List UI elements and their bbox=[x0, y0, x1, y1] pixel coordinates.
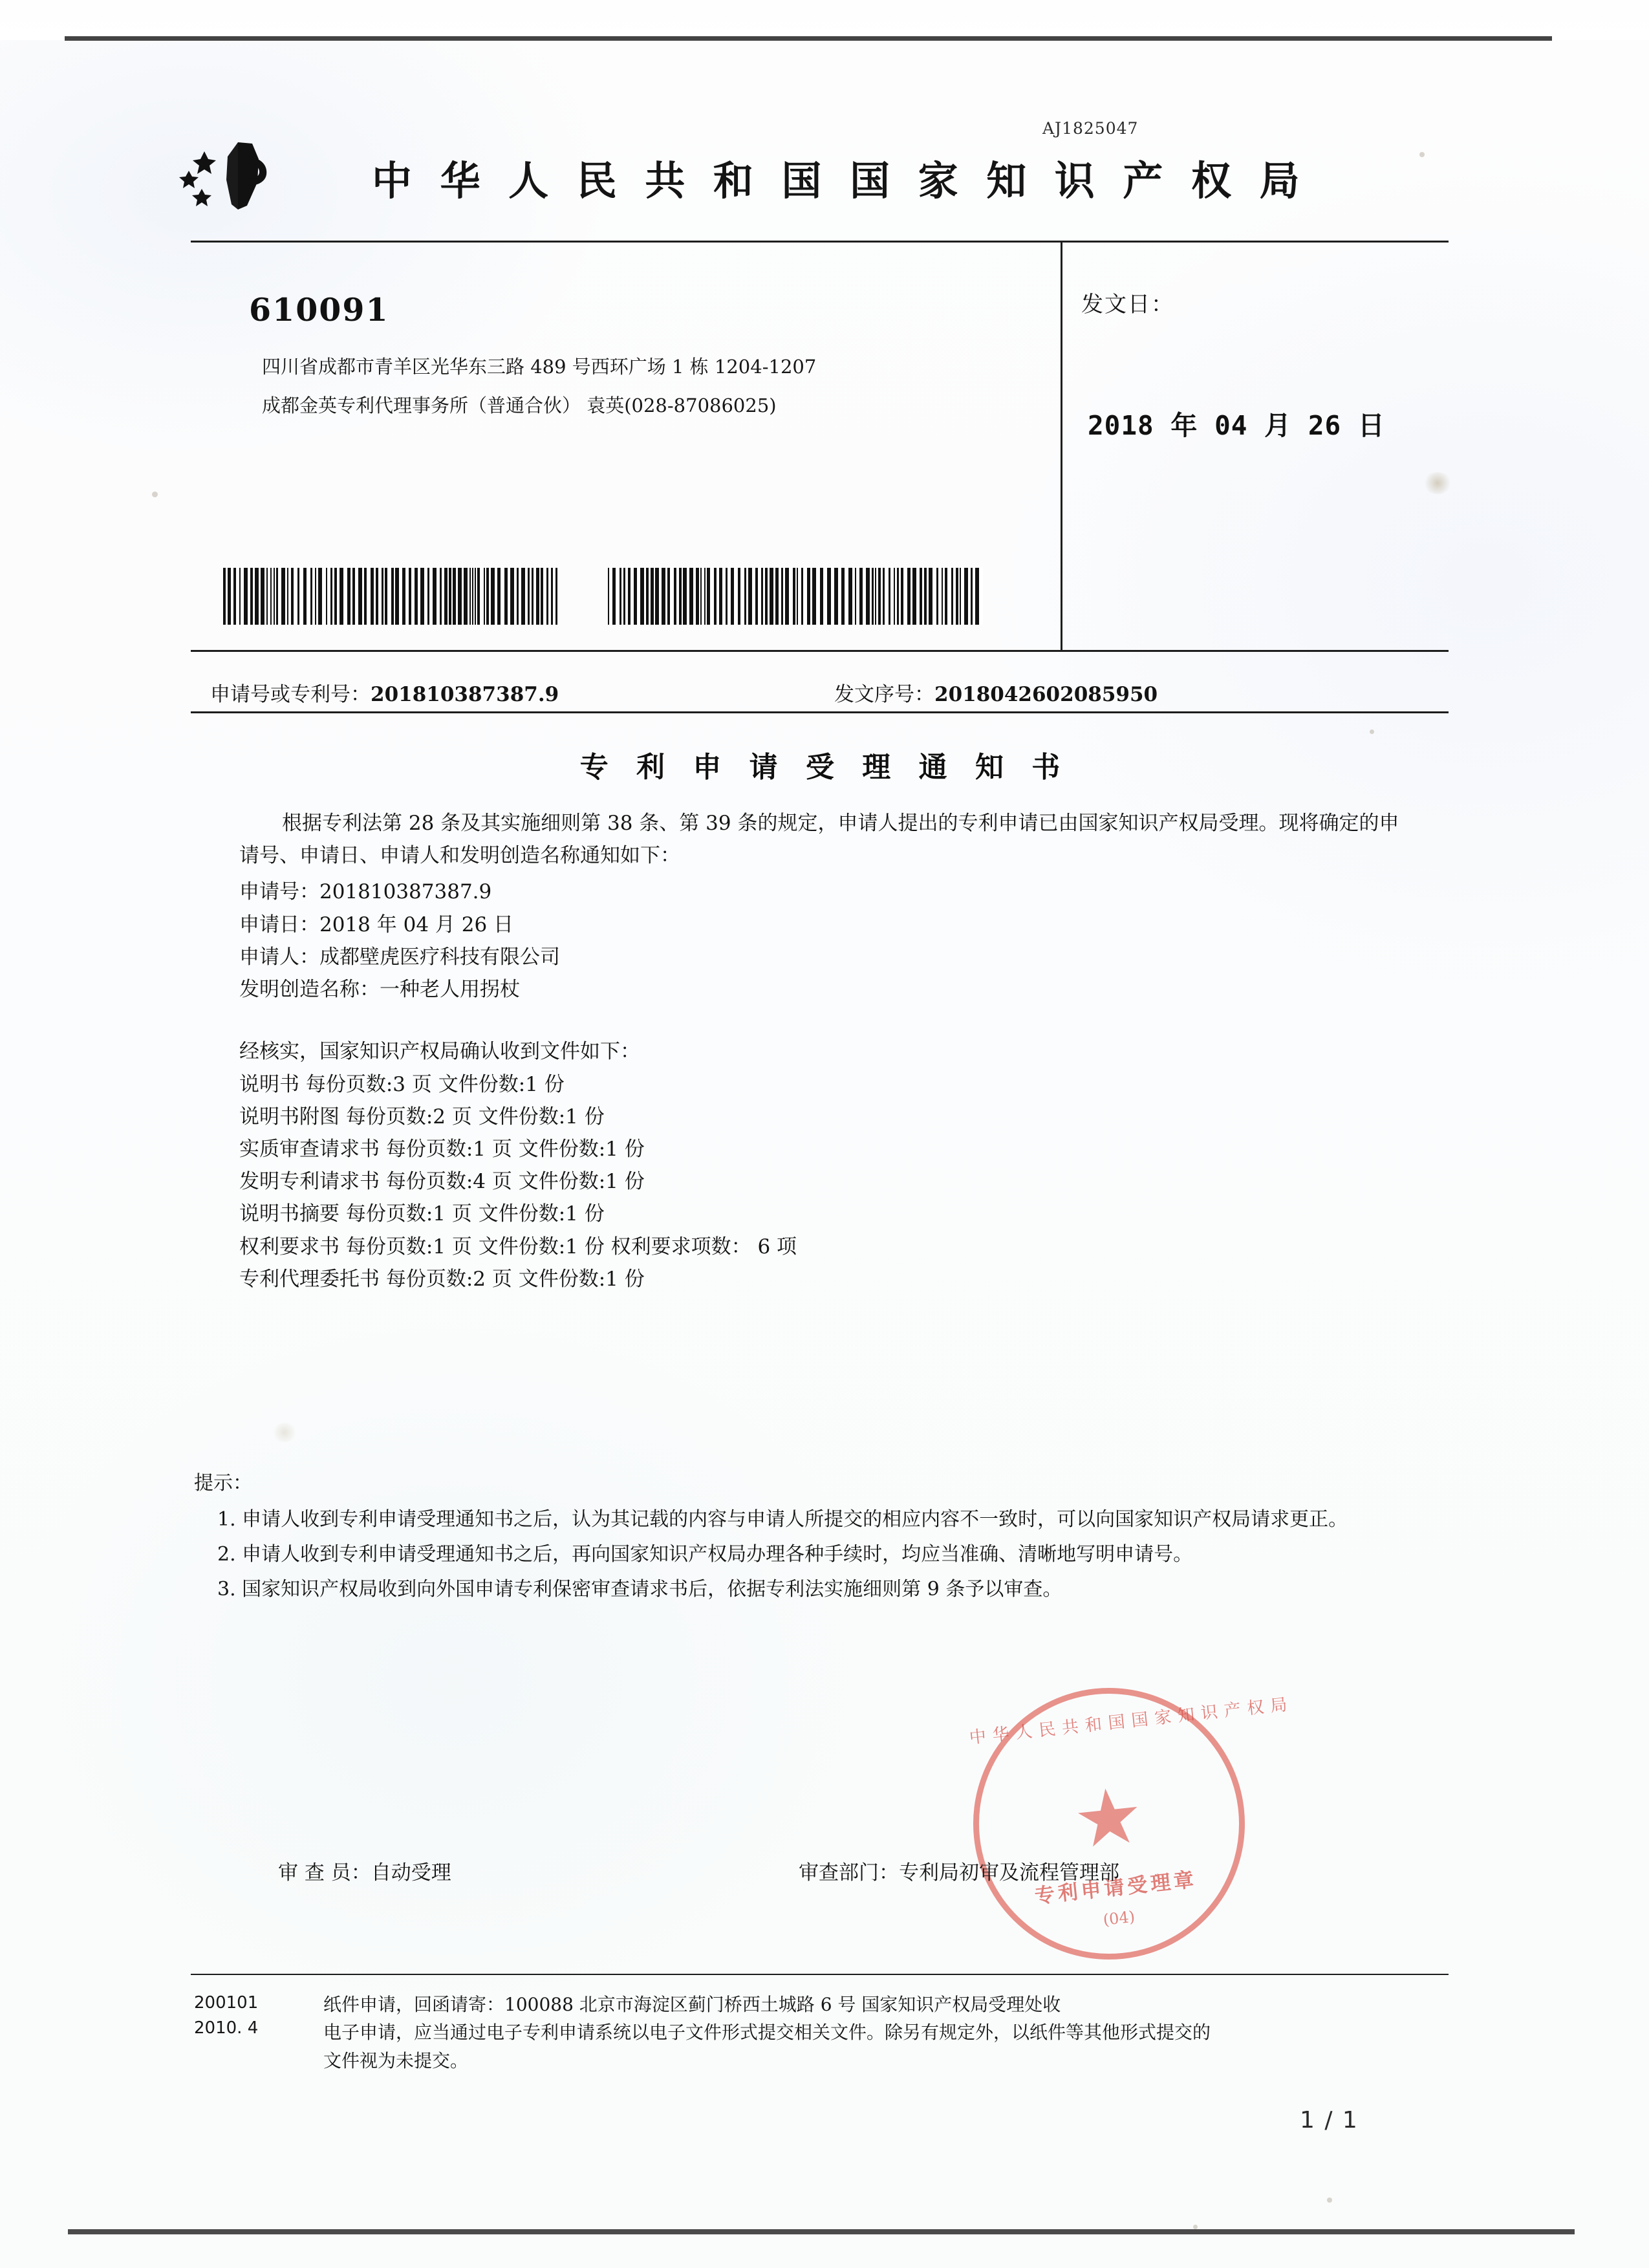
department-row bbox=[799, 1856, 1119, 1885]
reminder-item: 1. 申请人收到专利申请受理通知书之后，认为其记载的内容与申请人所提交的相应内容不一致时，可以向国家知识产权局请求更正。 bbox=[217, 1508, 1348, 1531]
scan-speck bbox=[152, 491, 158, 497]
document-item: 专利代理委托书 每份页数:2 页 文件份数:1 份 bbox=[239, 1267, 645, 1291]
department-label: 审查部门： bbox=[799, 1861, 899, 1885]
issue-date-value: 2018 年 04 月 26 日 bbox=[1088, 410, 1385, 441]
scan-speck bbox=[1193, 2225, 1198, 2229]
body-confirm-line: 经核实，国家知识产权局确认收到文件如下： bbox=[239, 1040, 640, 1064]
body-field-invention-title: 发明创造名称：一种老人用拐杖 bbox=[239, 978, 520, 1002]
seal-code: (04) bbox=[1102, 1907, 1136, 1929]
document-item: 实质审查请求书 每份页数:1 页 文件份数:1 份 bbox=[239, 1137, 645, 1161]
examiner-label: 审 查 员： bbox=[278, 1861, 371, 1885]
scan-bottom-edge-line bbox=[68, 2229, 1575, 2234]
barcode-application-number bbox=[223, 568, 559, 625]
footer-code-2: 2010. 4 bbox=[194, 2018, 259, 2038]
examiner-value: 自动受理 bbox=[371, 1861, 451, 1885]
footer-line-1: 纸件申请，回函请寄：100088 北京市海淀区蓟门桥西土城路 6 号 国家知识产权局受理处收 bbox=[323, 1994, 1061, 2015]
reminders-heading: 提示： bbox=[194, 1472, 252, 1495]
seal-bottom-text: 专利申请受理章 bbox=[1033, 1868, 1198, 1908]
dispatch-serial-value: 2018042602085950 bbox=[934, 683, 1158, 706]
frame-lower-line bbox=[191, 711, 1449, 713]
reminder-item: 3. 国家知识产权局收到向外国申请专利保密审查请求书后，依据专利法实施细则第 9 条予以审查。 bbox=[217, 1578, 1062, 1601]
notice-body bbox=[239, 807, 1410, 1295]
reminder-item: 2. 申请人收到专利申请受理通知书之后，再向国家知识产权局办理各种手续时，均应当准确、清晰地写明申请号。 bbox=[217, 1543, 1193, 1566]
frame-middle-line bbox=[191, 650, 1449, 652]
body-field-applicant: 申请人：成都壁虎医疗科技有限公司 bbox=[239, 945, 560, 969]
scan-smudge bbox=[1423, 472, 1452, 494]
scan-speck bbox=[1419, 152, 1425, 157]
scan-smudge bbox=[272, 1423, 297, 1442]
footer-form-codes bbox=[194, 1991, 258, 2041]
footer-instructions bbox=[323, 1991, 1449, 2075]
document-serial-id: AJ1825047 bbox=[1042, 119, 1139, 138]
scan-speck bbox=[1327, 2198, 1332, 2203]
application-number-value: 201810387387.9 bbox=[371, 683, 559, 706]
page-title-organization: 中 华 人 民 共 和 国 国 家 知 识 产 权 局 bbox=[372, 157, 1307, 204]
body-intro-paragraph: 根据专利法第 28 条及其实施细则第 38 条、第 39 条的规定，申请人提出的专利申请已由国家知识产权局受理。现将确定的申请号、申请日、申请人和发明创造名称通知如下： bbox=[239, 812, 1399, 868]
document-item: 发明专利请求书 每份页数:4 页 文件份数:1 份 bbox=[239, 1170, 645, 1194]
official-red-seal bbox=[960, 1674, 1295, 1973]
body-spacer bbox=[239, 1006, 1410, 1035]
notice-reminders bbox=[194, 1468, 1442, 1609]
footer-code-1: 200101 bbox=[194, 1993, 259, 2013]
footer-line-3: 文件视为未提交。 bbox=[323, 2049, 469, 2071]
department-value: 专利局初审及流程管理部 bbox=[899, 1861, 1119, 1885]
examiner-row bbox=[278, 1856, 451, 1885]
dispatch-serial-row bbox=[834, 678, 1158, 707]
body-field-filing-date: 申请日：2018 年 04 月 26 日 bbox=[239, 913, 514, 936]
page-number: 1 / 1 bbox=[1300, 2107, 1359, 2133]
scan-top-edge-line bbox=[65, 36, 1552, 41]
frame-vertical-divider bbox=[1061, 241, 1062, 650]
body-field-application-number: 申请号：201810387387.9 bbox=[239, 880, 492, 904]
address-line-1: 四川省成都市青羊区光华东三路 489 号西环广场 1 栋 1204-1207 bbox=[262, 356, 817, 378]
application-number-row bbox=[210, 678, 559, 707]
address-line-2: 成都金英专利代理事务所（普通合伙） 袁英(028-87086025) bbox=[262, 394, 777, 416]
scan-top-margin bbox=[0, 0, 1649, 40]
scan-speck bbox=[1370, 729, 1374, 734]
frame-top-line bbox=[191, 241, 1449, 243]
notice-title: 专 利 申 请 受 理 通 知 书 bbox=[579, 751, 1070, 784]
seal-star-icon: ★ bbox=[1069, 1769, 1148, 1867]
seal-top-text: 中华人民共和国国家知识产权局 bbox=[968, 1694, 1295, 1748]
application-number-label: 申请号或专利号： bbox=[210, 683, 371, 706]
document-item: 说明书附图 每份页数:2 页 文件份数:1 份 bbox=[239, 1105, 605, 1129]
document-item: 说明书摘要 每份页数:1 页 文件份数:1 份 bbox=[239, 1202, 605, 1226]
dispatch-serial-label: 发文序号： bbox=[834, 683, 934, 706]
document-item: 说明书 每份页数:3 页 文件份数:1 份 bbox=[239, 1072, 565, 1096]
footer-divider-line bbox=[191, 1974, 1449, 1975]
footer-line-2: 电子申请，应当通过电子专利申请系统以电子文件形式提交相关文件。除另有规定外，以纸件等其他形式提交的 bbox=[323, 2022, 1211, 2044]
barcode-serial-number bbox=[608, 568, 983, 625]
postal-code: 610091 bbox=[249, 291, 389, 329]
document-item: 权利要求书 每份页数:1 页 文件份数:1 份 权利要求项数： 6 项 bbox=[239, 1235, 797, 1258]
issue-date-label: 发文日： bbox=[1081, 292, 1174, 318]
cnipa-emblem-icon bbox=[176, 137, 292, 215]
